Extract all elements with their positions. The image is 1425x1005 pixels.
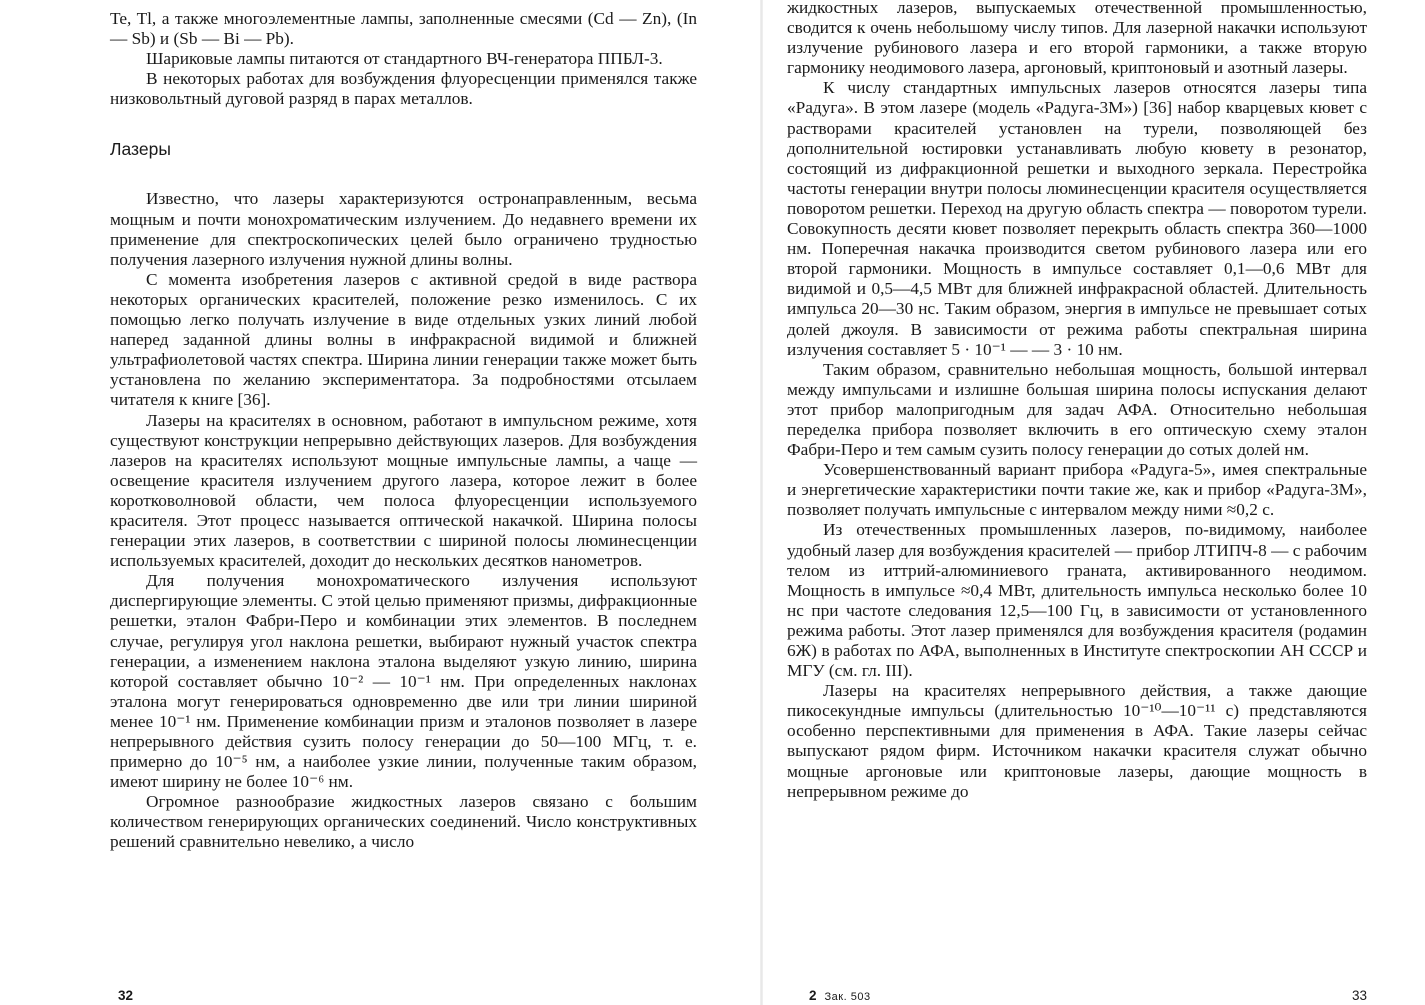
right-page-text [787,0,1367,802]
page-number: 32 [118,988,134,1003]
paragraph: Известно, что лазеры характеризуются остронаправленным, весьма мощным и почти монохроматическим излучением. До недавнего времени их применение для спектроскопических целей было ограничено трудностью получения лазерного излучения нужной длины волны. [110,189,697,269]
section-heading: Лазеры [110,139,171,160]
paragraph: Лазеры на красителях в основном, работают в импульсном режиме, хотя существуют конструкции непрерывно действующих лазеров. Для возбуждения лазеров на красителях используют мощные импульсные лампы, а чаще — освещение красителя излучением другого лазера, которое лежит в более коротковолновой области, чем полоса флуоресценции используемого красителя. Этот процесс называется оптической накачкой. Ширина полосы генерации этих лазеров, в соответствии с шириной полосы люминесценции используемых красителей, доходит до нескольких десятков нанометров. [110,410,697,571]
paragraph: Усовершенствованный вариант прибора «Радуга-5», имея спектральные и энергетические характеристики почти такие же, как и прибор «Радуга-3М», позволяет получать импульсные с интервалом между ними ≈0,2 с. [787,460,1367,520]
paragraph: жидкостных лазеров, выпускаемых отечественной промышленностью, сводится к очень небольшому числу типов. Для лазерной накачки используют излучение рубинового лазера и его второй гармоники, а также вторую гармонику неодимового лазера, аргоновый, криптоновый и азотный лазеры. [787,0,1367,78]
left-page-text [110,0,697,853]
paragraph: К числу стандартных импульсных лазеров относятся лазеры типа «Радуга». В этом лазере (модель «Радуга-3М») [36] набор кварцевых кювет с растворами красителей установлен на турели, позволяющей без дополнительной юстировки устанавливать любую кювету в резонатор, состоящий из дифракционной решетки и выходного зеркала. Перестройка частоты генерации внутри полосы люминесценции красителя осуществляется поворотом решетки. Переход на другую область спектра — поворотом турели. Совокупность десяти кювет позволяет перекрыть область спектра 360—1000 нм. Поперечная накачка производится светом рубинового лазера или его второй гармоники. Мощность в импульсе составляет 0,1—0,6 МВт для видимой и 0,5—4,5 МВт для ближней инфракрасной областей. Длительность импульса 20—30 нс. Таким образом, энергия в импульсе не превышает сотых долей джоуля. В зависимости от режима работы спектральная ширина излучения составляет 5 · 10⁻¹ — — 3 · 10 нм. [787,78,1367,359]
left-page [110,0,697,1005]
paragraph: Для получения монохроматического излучения используют диспергирующие элементы. С этой целью применяют призмы, дифракционные решетки, эталон Фабри-Перо и комбинации этих элементов. В последнем случае, регулируя угол наклона решетки, выбирают нужный участок спектра генерации, а изменением наклона эталона выделяют узкую линию, ширина которой составляет обычно 10⁻² — 10⁻¹ нм. При определенных наклонах эталона могут генерироваться одновременно две или три линии шириной менее 10⁻¹ нм. Применение комбинации призм и эталонов позволяет в лазере непрерывного действия сузить полосу генерации до 50—100 МГц, т. е. примерно до 10⁻⁵ нм, а наиболее узкие линии, полученные таким образом, имеют ширину не более 10⁻⁶ нм. [110,571,697,792]
signature-number: 2 [809,988,817,1003]
order-note: Зак. 503 [824,991,871,1003]
paragraph: В некоторых работах для возбуждения флуоресценции применялся также низковольтный дуговой разряд в парах металлов. [110,69,697,109]
paragraph: С момента изобретения лазеров с активной средой в виде раствора некоторых органических красителей, положение резко изменилось. С их помощью легко получать излучение в виде отдельных узких линий любой наперед заданной длины волны в инфракрасной видимой и ближней ультрафиолетовой частях спектра. Ширина линии генерации также может быть установлена по желанию экспериментатора. За подробностями отсылаем читателя к книге [36]. [110,269,697,410]
paragraph: Огромное разнообразие жидкостных лазеров связано с большим количеством генерирующих органических соединений. Число конструктивных решений сравнительно невелико, а число [110,792,697,852]
right-page [787,0,1367,1005]
paragraph: Шариковые лампы питаются от стандартного ВЧ-генератора ППБЛ-3. [146,49,663,69]
printer-signature [809,988,871,1003]
page-number: 33 [1351,988,1367,1003]
paragraph: Te, Tl, а также многоэлементные лампы, заполненные смесями (Cd — Zn), (In — Sb) и (Sb — Bi — Pb). [110,9,697,49]
paragraph: Из отечественных промышленных лазеров, по-видимому, наиболее удобный лазер для возбуждения красителей — прибор ЛТИПЧ-8 — с рабочим телом из иттрий-алюминиевого граната, активированного неодимом. Мощность в импульсе ≈0,4 МВт, длительность импульса несколько более 10 нс при частоте следования 12,5—100 Гц, в зависимости от установленного режима работы. Этот лазер применялся для возбуждения красителя (родамин 6Ж) в работах по АФА, выполненных в Институте спектроскопии АН СССР и МГУ (см. гл. III). [787,520,1367,681]
paragraph: Таким образом, сравнительно небольшая мощность, большой интервал между импульсами и излишне большая ширина полосы испускания делают этот прибор малопригодным для задач АФА. Относительно небольшая переделка прибора позволяет включить в его оптическую схему эталон Фабри-Перо и тем самым сузить полосу генерации до сотых долей нм. [787,359,1367,460]
paragraph: Лазеры на красителях непрерывного действия, а также дающие пикосекундные импульсы (длительностью 10⁻¹⁰—10⁻¹¹ с) представляются особенно перспективными для применения в АФА. Такие лазеры сейчас выпускают рядом фирм. Источником накачки красителя служат обычно мощные аргоновые или криптоновые лазеры, дающие мощность в непрерывном режиме до [787,681,1367,801]
book-gutter [760,0,763,1005]
